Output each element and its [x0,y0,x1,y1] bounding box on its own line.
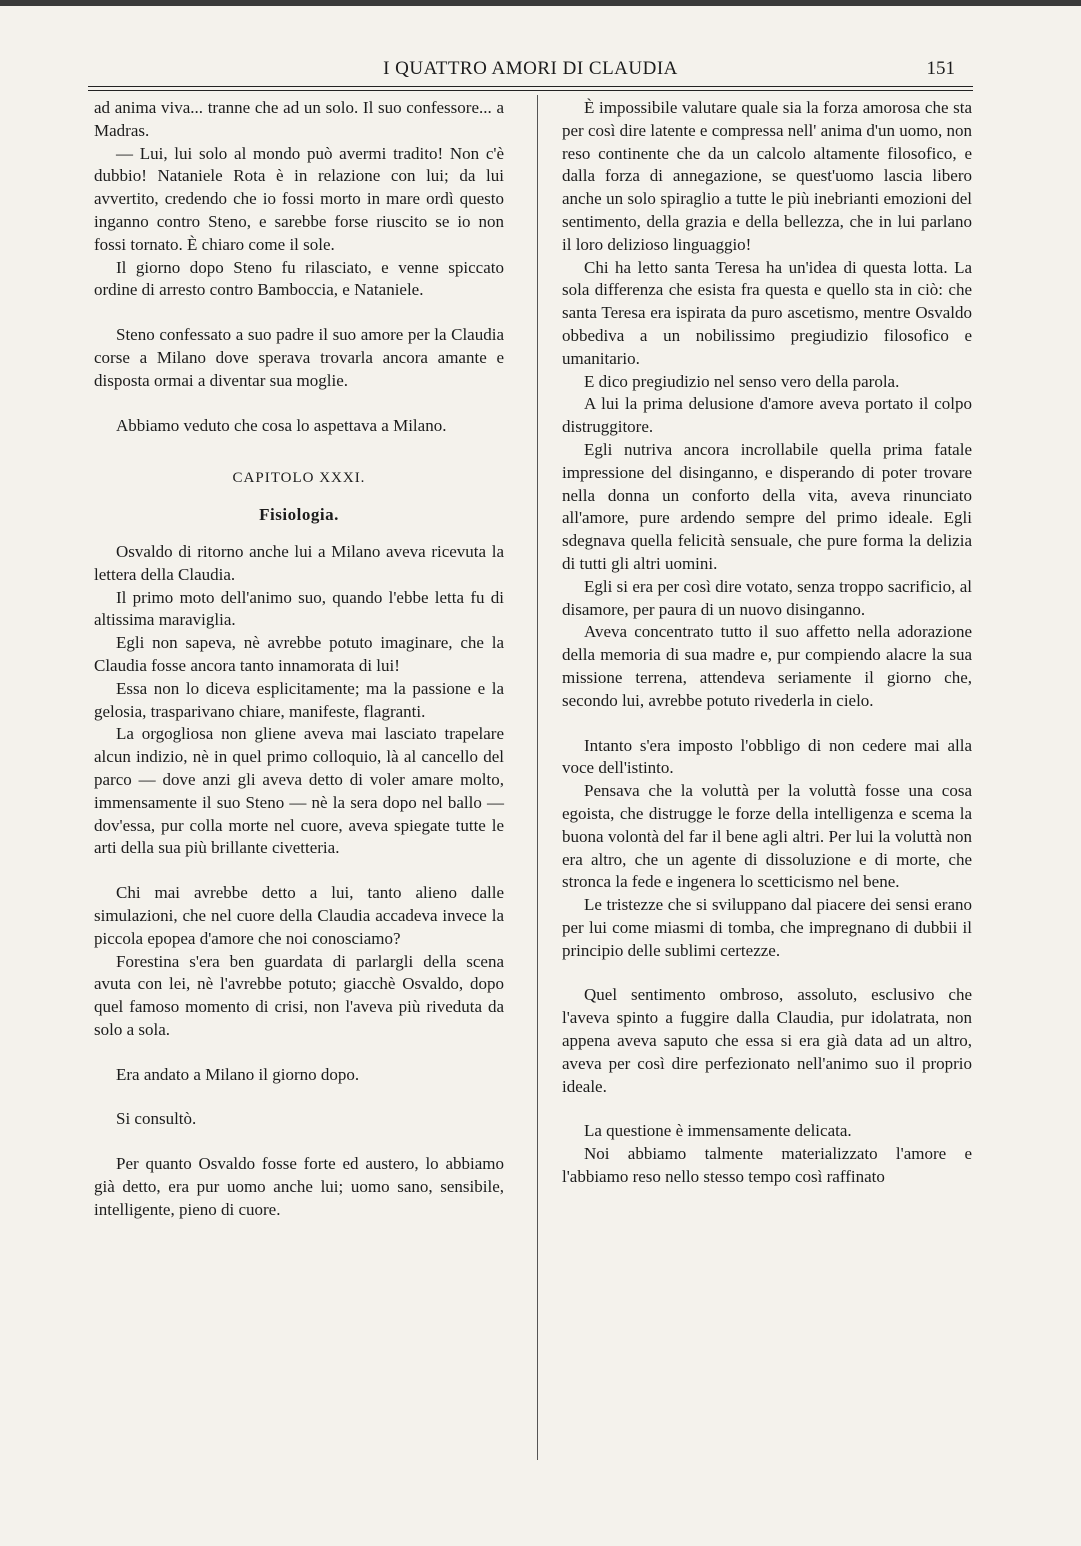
paragraph: Egli si era per così dire votato, senza troppo sacrificio, al disamore, per paura di un nuovo disinganno. [562,576,972,619]
paragraph: La questione è immensamente delicata. [584,1121,852,1141]
paragraph: ad anima viva... tranne che ad un solo. Il suo confessore... a Madras. [94,98,504,140]
header-rule [88,90,973,91]
paragraph: Egli non sapeva, nè avrebbe potuto imaginare, che la Claudia fosse ancora tanto innamorata di lui! [94,633,504,675]
paragraph: La orgogliosa non gliene aveva mai lasciato trapelare alcun indizio, nè in quel primo colloquio, là al cancello del parco — dove anzi gli aveva detto di voler amare molto, immensamente il suo Steno — nè la sera dopo nel ballo — dov'essa, pur colla morte nel cuore, aveva spiegate tutte le arti della sua più brillante civetteria. [94,724,504,858]
paragraph: Chi ha letto santa Teresa ha un'idea di questa lotta. La sola differenza che esista fra questa e quello sta in ciò: che santa Teresa era ispirata da puro ascetismo, mentre Osvaldo obbediva a un nobilissimo pregiudizio filosofico e umanitario. [562,257,972,368]
paragraph: Forestina s'era ben guardata di parlargli della scena avuta con lei, nè l'avrebbe potuto; giacchè Osvaldo, dopo quel famoso momento di crisi, non l'aveva più riveduta da solo a sola. [94,951,504,1039]
paragraph: Era andato a Milano il giorno dopo. [116,1064,360,1084]
paragraph: Quel sentimento ombroso, assoluto, esclusivo che l'aveva spinto a fuggire dalla Claudia, pur idolatrata, non appena aveva saputo che essa si era già data ad un altro, aveva per così dire perfezionato nell'animo suo il proprio ideale. [562,985,972,1096]
paragraph: Intanto s'era imposto l'obbligo di non cedere mai alla voce dell'istinto. [562,735,972,778]
paragraph: Le tristezze che si sviluppano dal piacere dei sensi erano per lui come miasmi di tomba, che impregnano di dubbii il principio delle sublimi certezze. [562,895,972,960]
page-number: 151 [926,58,955,79]
chapter-heading: CAPITOLO XXXI. [232,470,366,487]
paragraph: Essa non lo diceva esplicitamente; ma la passione e la gelosia, trasparivano chiare, manifeste, flagranti. [94,678,504,721]
paragraph: — Lui, lui solo al mondo può avermi tradito! Non c'è dubbio! Nataniele Rota è in relazione con lui; da lui avvertito, credendo che io fossi morto in mare ordì questo inganno contro Steno, e sarebbe forse riuscito se io non fossi tornato. È chiaro come il sole. [94,143,504,254]
paragraph: Noi abbiamo talmente materializzato l'amore e l'abbiamo reso nello stesso tempo così raffinato [562,1144,972,1187]
column-divider [537,95,538,1460]
paragraph: Osvaldo di ritorno anche lui a Milano aveva ricevuta la lettera della Claudia. [94,541,504,584]
paragraph: Il giorno dopo Steno fu rilasciato, e venne spiccato ordine di arresto contro Bamboccia, e Nataniele. [94,257,504,300]
paragraph: A lui la prima delusione d'amore aveva portato il colpo distruggitore. [562,394,972,437]
paragraph: Pensava che la voluttà per la voluttà fosse una cosa egoista, che distrugge le forze della intelligenza e scema la buona volontà del far il bene agli altri. Per lui la voluttà non era altro, che un agente di dissoluzione e di morte, che stronca la fede e ingenera lo scetticismo nel bene. [562,781,972,892]
paragraph: Per quanto Osvaldo fosse forte ed austero, lo abbiamo già detto, era pur uomo anche lui; uomo sano, sensibile, intelligente, pieno di cuore. [94,1154,504,1219]
page-header [88,58,973,84]
paragraph: Chi mai avrebbe detto a lui, tanto alieno dalle simulazioni, che nel cuore della Claudia accadeva invece la piccola epopea d'amore che noi conosciamo? [94,883,504,948]
paragraph: È impossibile valutare quale sia la forza amorosa che sta per così dire latente e compressa nell' anima d'un uomo, non reso continente che da un calcolo altamente filosofico, e dalla forza di annegazione, se quest'uomo lascia libero anche un solo spiraglio a tutte le più inebrianti emozioni del sentimento, della grazia e della bellezza, che in lui parlano il loro delizioso linguaggio! [562,98,972,254]
chapter-title: Fisiologia. [259,505,339,525]
header-rule [88,86,973,87]
paragraph: Abbiamo veduto che cosa lo aspettava a Milano. [116,415,447,435]
right-column [562,97,972,1189]
paragraph: Aveva concentrato tutto il suo affetto nella adorazione della memoria di sua madre e, pur compiendo alacre la sua missione terrena, attendeva seriamente il giorno che, secondo lui, avrebbe potuto rivederla in cielo. [562,622,972,710]
page-top-edge [0,0,1081,6]
left-column [94,97,504,1222]
running-title: I QUATTRO AMORI DI CLAUDIA [383,58,678,79]
paragraph: Si consultò. [116,1109,197,1129]
paragraph: Egli nutriva ancora incrollabile quella prima fatale impressione del disinganno, e disperando di poter trovare nella donna un conforto della vita, aveva rinunciato all'amore, pure ardendo sempre del primo ideale. Egli sdegnava quella felicità sensuale, che pure forma la delizia di tutti gli altri uomini. [562,439,972,573]
paragraph: Il primo moto dell'animo suo, quando l'ebbe letta fu di altissima maraviglia. [94,587,504,630]
paragraph: Steno confessato a suo padre il suo amore per la Claudia corse a Milano dove sperava trovarla ancora amante e disposta ormai a diventar sua moglie. [94,325,504,390]
paragraph: E dico pregiudizio nel senso vero della parola. [584,371,900,391]
